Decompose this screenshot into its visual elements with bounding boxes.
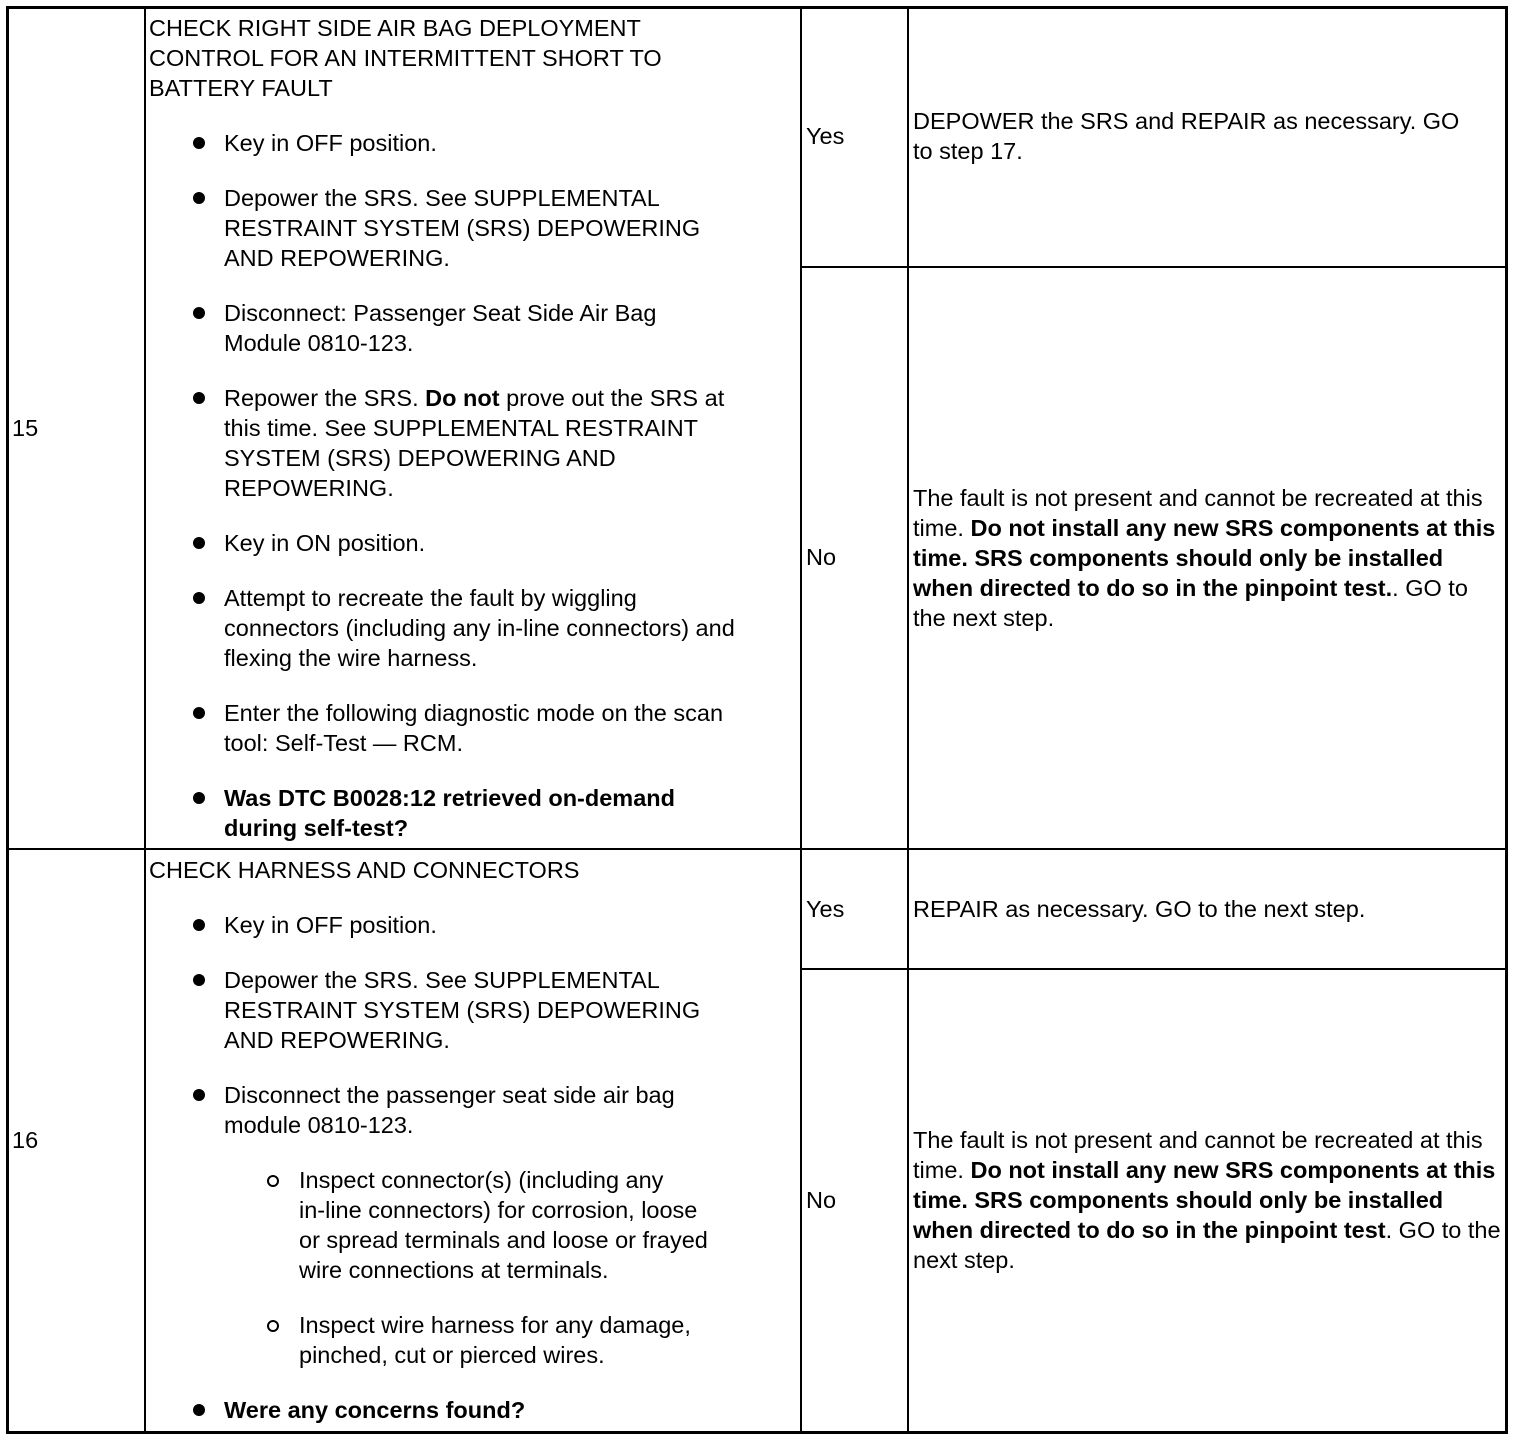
instruction: RESTRAINT SYSTEM (SRS) DEPOWERING: [224, 997, 701, 1023]
step-title: CHECK RIGHT SIDE AIR BAG DEPLOYMENT: [149, 15, 641, 41]
question: Were any concerns found?: [224, 1397, 526, 1423]
step-number: 15: [12, 415, 39, 441]
answer-divider: [800, 968, 1505, 970]
instruction: Disconnect: Passenger Seat Side Air Bag: [224, 300, 657, 326]
yes-action: DEPOWER the SRS and REPAIR as necessary. GO: [913, 108, 1460, 134]
yes-label: Yes: [806, 896, 845, 922]
bullet-icon: [193, 919, 205, 931]
instruction: Module 0810-123.: [224, 330, 414, 356]
column-divider: [144, 9, 146, 1431]
yes-action: to step 17.: [913, 138, 1023, 164]
bullet-icon: [193, 1089, 205, 1101]
column-divider: [907, 9, 909, 1431]
instruction: connectors (including any in-line connectors) and: [224, 615, 735, 641]
instruction: REPOWERING.: [224, 475, 394, 501]
instruction: module 0810-123.: [224, 1112, 414, 1138]
no-action: The fault is not present and cannot be recreated at this time. Do not install any new SRS components at this time. SRS components should only be installed when directed to do so in the pinpoint test.. GO to the next step.: [913, 485, 1496, 631]
instruction: Key in OFF position.: [224, 130, 437, 156]
sub-instruction: Inspect wire harness for any damage,: [299, 1312, 691, 1338]
instruction: SYSTEM (SRS) DEPOWERING AND: [224, 445, 616, 471]
instruction: Repower the SRS. Do not prove out the SRS at: [224, 385, 725, 411]
instruction: Disconnect the passenger seat side air bag: [224, 1082, 675, 1108]
bullet-icon: [193, 792, 205, 804]
instruction: flexing the wire harness.: [224, 645, 478, 671]
bullet-icon: [193, 1404, 205, 1416]
sub-instruction: in-line connectors) for corrosion, loose: [299, 1197, 698, 1223]
question: during self-test?: [224, 815, 409, 841]
instruction: Depower the SRS. See SUPPLEMENTAL: [224, 185, 660, 211]
instruction: AND REPOWERING.: [224, 1027, 450, 1053]
bullet-icon: [193, 392, 205, 404]
yes-label: Yes: [806, 123, 845, 149]
instruction: Depower the SRS. See SUPPLEMENTAL: [224, 967, 660, 993]
answer-divider: [800, 266, 1505, 268]
column-divider: [800, 9, 802, 1431]
question: Was DTC B0028:12 retrieved on-demand: [224, 785, 675, 811]
sub-instruction: or spread terminals and loose or frayed: [299, 1227, 708, 1253]
step-title: BATTERY FAULT: [149, 75, 333, 101]
bullet-icon: [193, 137, 205, 149]
step-title: CONTROL FOR AN INTERMITTENT SHORT TO: [149, 45, 662, 71]
sub-bullet-icon: [267, 1175, 279, 1187]
sub-bullet-icon: [267, 1320, 279, 1332]
row-divider: [9, 848, 1505, 850]
yes-action: REPAIR as necessary. GO to the next step.: [913, 896, 1366, 922]
instruction: Key in ON position.: [224, 530, 426, 556]
step-number: 16: [12, 1127, 39, 1153]
bullet-icon: [193, 707, 205, 719]
no-label: No: [806, 1187, 837, 1213]
bullet-icon: [193, 307, 205, 319]
sub-instruction: Inspect connector(s) (including any: [299, 1167, 664, 1193]
bullet-icon: [193, 592, 205, 604]
sub-instruction: wire connections at terminals.: [299, 1257, 609, 1283]
instruction: Enter the following diagnostic mode on the scan: [224, 700, 724, 726]
bullet-icon: [193, 537, 205, 549]
instruction: AND REPOWERING.: [224, 245, 450, 271]
bullet-icon: [193, 192, 205, 204]
no-action: The fault is not present and cannot be recreated at this time. Do not install any new SRS components at this time. SRS components should only be installed when directed to do so in the pinpoint test. GO to the next step.: [913, 1127, 1501, 1273]
instruction: Key in OFF position.: [224, 912, 437, 938]
step-title: CHECK HARNESS AND CONNECTORS: [149, 857, 580, 883]
bullet-icon: [193, 974, 205, 986]
instruction: Attempt to recreate the fault by wiggling: [224, 585, 637, 611]
sub-instruction: pinched, cut or pierced wires.: [299, 1342, 605, 1368]
instruction: RESTRAINT SYSTEM (SRS) DEPOWERING: [224, 215, 701, 241]
instruction: this time. See SUPPLEMENTAL RESTRAINT: [224, 415, 699, 441]
no-label: No: [806, 544, 837, 570]
instruction: tool: Self-Test — RCM.: [224, 730, 463, 756]
